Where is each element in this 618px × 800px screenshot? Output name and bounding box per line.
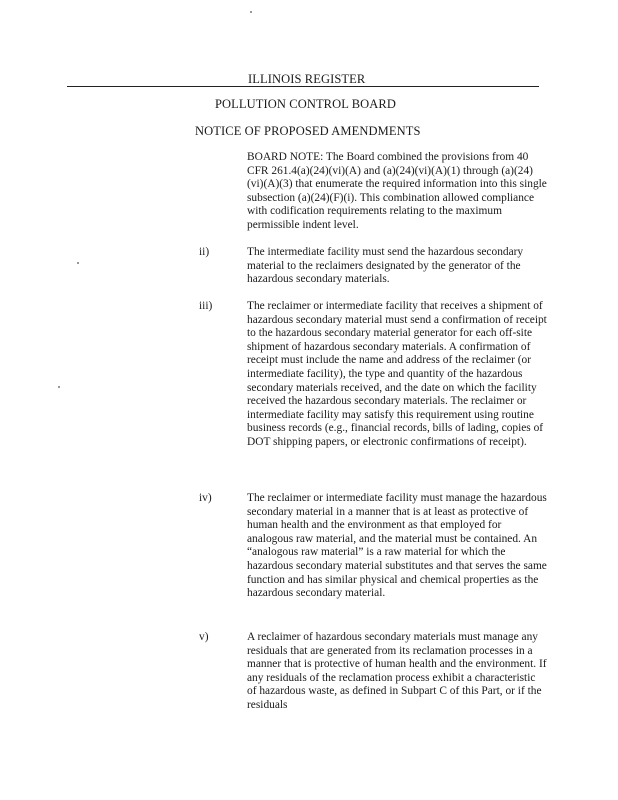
board-name: POLLUTION CONTROL BOARD: [215, 97, 396, 111]
item-number: v): [199, 631, 209, 643]
item-text: The reclaimer or intermediate facility must manage the hazardous secondary material in a manner that is at least as protective of human health and the environment as that employed for analogous raw material, and the material must be contained. An “analogous raw material” is a raw material for which the hazardous secondary material substitutes and that serves the same function and has similar physical and chemical properties as the hazardous secondary material.: [247, 492, 547, 600]
item-number: iii): [199, 300, 213, 312]
register-title: ILLINOIS REGISTER: [248, 72, 366, 86]
scan-speck: [250, 11, 252, 13]
header-rule: [67, 86, 539, 87]
item-text: The reclaimer or intermediate facility that receives a shipment of hazardous secondary material must send a confirmation of receipt to the hazardous secondary material generator for each off-site shipment of hazardous secondary materials. A confirmation of receipt must include the name and address of the reclaimer (or intermediate facility), the type and quantity of the hazardous secondary materials received, and the date on which the facility received the hazardous secondary materials. The reclaimer or intermediate facility may satisfy this requirement using routine business records (e.g., financial records, bills of lading, copies of DOT shipping papers, or electronic confirmations of receipt).: [247, 300, 547, 448]
item-number: iv): [199, 492, 212, 504]
item-text: A reclaimer of hazardous secondary materials must manage any residuals that are generated from its reclamation processes in a manner that is protective of human health and the environment. If any residuals of the reclamation process exhibit a characteristic of hazardous waste, as defined in Subpart C of this Part, or if the residuals: [247, 631, 547, 711]
scan-speck: [77, 262, 79, 264]
notice-title: NOTICE OF PROPOSED AMENDMENTS: [195, 124, 421, 138]
item-text: The intermediate facility must send the hazardous secondary material to the reclaimers designated by the generator of the hazardous secondary materials.: [247, 246, 524, 286]
scan-speck: [58, 386, 60, 388]
board-note: BOARD NOTE: The Board combined the provisions from 40 CFR 261.4(a)(24)(vi)(A) and (a)(24)(vi)(A)(1) through (a)(24)(vi)(A)(3) that enumerate the required information into this single subsection (a)(24)(F)(i). This combination allowed compliance with codification requirements relating to the maximum permissible indent level.: [247, 151, 547, 231]
item-number: ii): [199, 246, 210, 258]
